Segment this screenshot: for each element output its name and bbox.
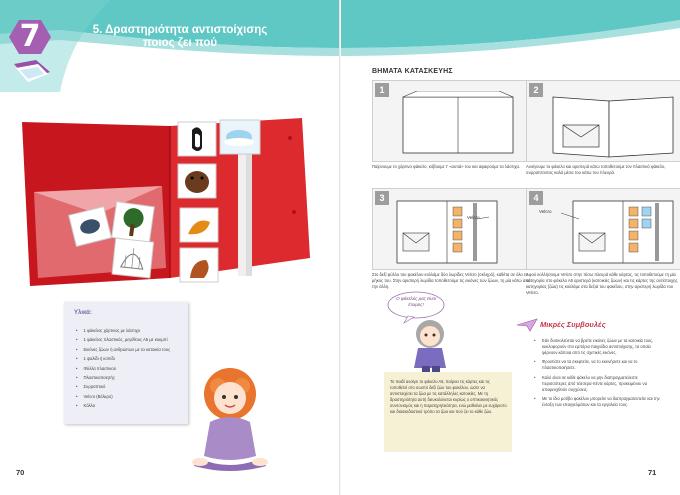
materials-item: • 1 φάκελος πλαστικός, μεγέθους Α5 με κουμπί (76, 335, 184, 344)
step-2 (526, 80, 680, 162)
chapter-badge (8, 18, 52, 56)
step-number: 4 (529, 191, 543, 205)
step-2-caption: Ανοίγουμε το φάκελο και αριστερά κάτω τοποθετούμε τον πλαστικό φάκελο, συρραπτοντας καλά μέσα του κάτω του πλευρά. (526, 164, 666, 175)
step-number: 1 (375, 83, 389, 97)
step-4 (526, 188, 680, 270)
folder-diagram-4 (543, 197, 680, 267)
tip-item: • Εάν δυσκολεύεται να βρείτε εικόνες ζώων με τα κατοικία τους, κυκλοφορούν στο εμπόριο παιχνίδια αντιστοίχισης, τα οποία φέρνουν κάποια από τις σχετικές εικόνες. (534, 338, 660, 355)
materials-box (64, 302, 188, 424)
materials-item: • 1 ψαλίδι ή κοπίδι (76, 354, 184, 363)
paper-plane-icon (516, 318, 538, 332)
title-line-2: ποιος ζει πού (142, 37, 218, 49)
folder-diagram-3 (393, 197, 529, 267)
step-1 (372, 80, 542, 162)
activity-description: Το παιδί ανοίγει το φάκελο Α5, παίρνει τις κάρτες και τις τοποθετεί στο σωστό δεξί ζώο του φακέλου, ώστε να αντιστοιχίσει τα ζώα με τις κατάλληλες κατοικίες. Με τη δραστηριότητα αυτή διευκολύνεται κυρίως ο οπτικοκινητικός συντονισμός και η παρατηρητικότητα, ενώ μαθαίνει με ευχάριστο και διασκεδαστικό τρόπο τα ζώα και πού ζει το κάθε ζώο. (390, 379, 507, 414)
velcro-label: Velcro (539, 209, 552, 214)
page-gutter (339, 0, 341, 495)
speech-bubble-text: Ο φάκελός μας είναι έτοιμος! (396, 296, 436, 307)
red-folder-photo (20, 118, 310, 288)
tips-heading: Μικρές Συμβουλές (540, 320, 606, 329)
materials-heading: Υλικά: (74, 310, 92, 316)
materials-item: • Πλαστικοποιητής (76, 373, 184, 382)
materials-item: • Συρραπτικό (76, 382, 184, 391)
page-number-right: 71 (648, 468, 657, 477)
book-stack-icon (10, 58, 54, 86)
girl-illustration (184, 362, 276, 472)
materials-item: • Velcro (Βέλκρο) (76, 392, 184, 401)
tip-item: • Καλό είναι σε κάθε φάκελο να μην διαπραγματεύεστε περισσότερες από τέσσερα-πέντε κάρτες, προκειμένου να αποφευχθούν συγχύσεις. (534, 375, 660, 392)
step-number: 2 (529, 83, 543, 97)
page-number-left: 70 (16, 468, 25, 477)
step-number: 3 (375, 191, 389, 205)
title-line-1: 5. Δραστηριότητα αντιστοίχισης (92, 24, 268, 36)
folder-diagram-1 (397, 91, 527, 157)
materials-list (76, 326, 184, 411)
tip-item: • Φροντίστε να τα σκεφτείτε, να το εκεινήσετε και να το πλαστικοποιήσετε. (534, 359, 660, 371)
step-3 (372, 188, 542, 270)
materials-item: • 1 φάκελος χάρτινος με λάστιχο (76, 326, 184, 335)
tips-list (534, 338, 660, 412)
activity-description-box (384, 372, 512, 452)
step-1-caption: Παίρνουμε το χάρτινο φάκελο, κόβουμε τ’ «αυτιά» του και αφαιρούμε τα λάστιχα. (372, 164, 521, 169)
step-4-caption: Αφού κολλήσουμε Velcro στην πίσω πλευρά κάθε κάρτας, τις τοποθετούμε τη μία κατηγορία στο φάκελο Α5 αριστερά (κατοικίες ζώων) και τις κάρτες της αντίστοιχης κατηγορίας (ζώα) τις κολλάμε στα δεξιά του φακέλου, στην αριστερή λωρίδα του Velcro. (526, 272, 678, 295)
step-3-caption: Στο δεξί φύλλο του φακέλου κολλάμε δύο λωρίδες Velcro (σκληρό), καθέτα σε όλο το μήκος του. Στην αριστερή λωρίδα τοποθετούμε τις εικόνες των ζώων, τη μία κάτω από την άλλη. (372, 272, 531, 289)
materials-item: • Εικόνες ζώων ή ανθρώπων με τα κατοικία τους (76, 345, 184, 354)
materials-item: • Κόλλα (76, 401, 184, 410)
tip-item: • Με το ίδιο μοτίβο φακέλου μπορείτε να διαπραγματευτείτε και την ένταξη των επαγγελμάτων και τα εργαλεία τους. (534, 396, 660, 408)
velcro-label: Velcro (467, 215, 480, 220)
chapter-number: 7 (19, 19, 41, 54)
construction-heading: ΒΗΜΑΤΑ ΚΑΤΑΣΚΕΥΗΣ (372, 68, 453, 75)
materials-item: • Φύλλα πλαστικού (76, 364, 184, 373)
folder-diagram-2 (549, 89, 679, 159)
page-title (70, 24, 290, 50)
